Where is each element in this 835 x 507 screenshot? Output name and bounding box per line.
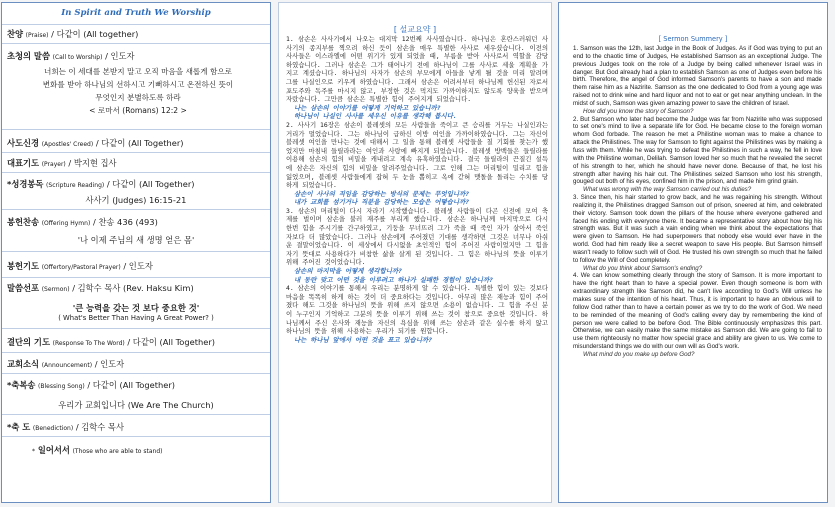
item-label: 교회소식 <box>7 359 40 369</box>
divider <box>2 129 270 130</box>
stand-note-en: (Those who are able to stand) <box>72 448 163 455</box>
sermon-title-ko: '큰 능력을 갖는 것 보다 중요한 것' <box>72 303 200 313</box>
korean-summary-heading: [ 설교요약 ] <box>393 25 437 34</box>
order-item-sermon <box>7 282 194 294</box>
order-item-scripture <box>7 178 195 190</box>
english-summary-body <box>573 45 822 359</box>
discussion-question: 내 동란 맞고 어떤 것을 이루려고 하나가 실패한 경험이 있습니까? <box>294 275 493 284</box>
summary-paragraph: 3. 삼손의 머리털이 다시 자라기 시작했습니다. 블레셋 사람들이 다곤 신전에 모여 축제를 벌이며 삼손을 불러 재주를 부리게 했습니다. 삼손은 하나님께 마지막으로 다시 한번 힘을 주시기를 간구하였고, 기둥을 무너뜨려 그가 죽을 때 죽인 자가 살아서 죽인 자보다 더 많았습니다. 그러나 삼손에게 주어졌던 기대를 생각하면 그것은 너무나 아쉬운 결말이었습니다. 이 세상에서 다시없을 초인적인 힘이 주어진 사람이었지만 그 힘을 자기 뜻대로 사용하다가 비참한 삶을 살게 된 것입니다. 그 힘은 하나님의 뜻을 이루기 위해 주어진 것이었습니다. <box>286 206 548 267</box>
item-label: 봉헌찬송 <box>7 217 40 227</box>
discussion-question: 삼손의 마지막을 어떻게 생각합니까? <box>294 267 402 276</box>
item-leader: / 인도자 <box>105 51 135 61</box>
discussion-question: 삼손이 사사의 직임을 감당하는 방식의 문제는 무엇입니까? <box>294 189 470 198</box>
item-leader: / 다같이 (All Together) <box>127 337 216 347</box>
blessing-song-title: 우리가 교회입니다 (We Are The Church) <box>58 400 214 410</box>
summary-paragraph: 4. We can know something clearly through the story of Samson. It is more important to have the right heart than to have a special power. Even though someone is born with extraordinary strength like Samson did, he can't live according to God's Will unless he makes sure of the intention of his heart. Thus, it is important to have an obvious will to follow God rather than to have a certain power as we try to do the work of God. We need to be reminded of the meaning of God's calling every day by remembering the kind of person we were called to be before God. The Bible continuously emphasizes this part. Otherwise, we can easily make the same mistake as Samson did. We are going to fail to use them righteously no matter how special grace and ability are given to us. We come to misunderstand things we do with our own will as God's work. <box>573 272 822 351</box>
call-line: 무엇인지 분별하도록 하라 <box>95 93 181 102</box>
item-en: (Praise) <box>25 32 49 39</box>
english-summary-heading: [ Sermon Summery ] <box>658 35 728 43</box>
discussion-question: 하나님이 나실인 사사를 세우신 이유를 생각해 봅시다. <box>294 112 457 121</box>
divider <box>2 251 270 252</box>
divider <box>2 436 270 437</box>
item-leader: / 인도자 <box>94 359 125 369</box>
order-of-worship-panel <box>1 2 271 503</box>
item-leader: / 다같이 (All together) <box>51 29 139 39</box>
item-leader: / 김학수 목사 (Rev. Haksu Kim) <box>72 283 194 293</box>
discussion-question: 나는 삼손의 이야기를 어떻게 기억하고 있습니까? <box>294 103 441 112</box>
item-label: *축복송 <box>7 380 36 390</box>
item-label: 찬양 <box>7 29 24 39</box>
summary-paragraph: 1. 삼손은 사사기에서 나오는 대지막 12번째 사사였습니다. 하나님은 혼란스러워던 사사기의 종지부를 찍으려 하신 듯이 삼손을 매우 특별한 사사로 세우셨습니다. 이전의 사사들은 이스라엘에 어떤 위기가 있게 되었을 때, 부름을 받아 사사로서 역할을 감당하였습니다. 그러나 삼손은 그가 태어나기 전에 하나님이 그를 사사로 세울 계획을 가지고 계셨습니다. 하나님의 사자가 삼손의 부모에게 아들을 낳게 될 것을 미리 알려며 그를 나실인으로 키우게 하였습니다. 그래서 삼손은 어려서부터 하나님께 헌신된 자로서 포도주와 독주를 마시지 않고, 부정한 것은 먹지도 가까이하지도 않도록 양육을 받으며 자랐습니다. 그만큼 삼손은 특별한 힘이 주어지게 되었습니다. <box>286 35 548 104</box>
order-item-benediction <box>7 421 124 433</box>
item-leader: / 다같이 (All Together) <box>95 138 184 148</box>
divider <box>2 328 270 329</box>
order-item-creed <box>7 137 184 149</box>
item-label: 결단의 기도 <box>7 337 50 347</box>
item-label: 말씀선포 <box>7 283 40 293</box>
stand-note <box>32 444 163 456</box>
order-item-blessing-song <box>7 379 175 391</box>
item-en: (Announcement) <box>41 362 93 369</box>
item-leader: / 인도자 <box>123 261 153 271</box>
divider <box>2 152 270 153</box>
divider <box>2 172 270 173</box>
item-leader: / 다같이 (All Together) <box>87 380 176 390</box>
divider <box>2 352 270 353</box>
discussion-question: 내가 교회를 섬기거나 직분을 감당하는 모습은 어떻습니까? <box>294 198 470 207</box>
sermon-title-en: ( What's Better Than Having A Great Power? ) <box>58 314 214 322</box>
order-item-offering-hymn <box>7 216 158 228</box>
order-item-call <box>7 50 135 62</box>
korean-summary-panel <box>278 2 552 503</box>
divider <box>2 24 270 25</box>
korean-summary-body <box>286 35 548 344</box>
item-label: 봉헌기도 <box>7 261 40 271</box>
order-item-offertory <box>7 260 153 272</box>
item-en: (Offering Hymn) <box>41 220 91 227</box>
item-en: (Sermon) <box>41 286 70 293</box>
divider <box>2 373 270 374</box>
item-label: 사도신경 <box>7 138 40 148</box>
divider <box>2 209 270 210</box>
item-leader: / 김학수 목사 <box>75 422 124 432</box>
english-summary-panel <box>558 2 828 503</box>
asterisk: * <box>32 448 35 455</box>
item-en: (Scripture Reading) <box>46 182 105 189</box>
order-item-announcement <box>7 358 124 370</box>
hymn-title: '나 이제 주님의 새 생명 얻은 몸' <box>77 235 195 245</box>
discussion-question: What was wrong with the way Samson carried out his duties? <box>583 186 752 194</box>
summary-paragraph: 2. But Samson who later had become the Judge was far from Nazirite who was supposed to set one's mind to live a separate life for God. He became close to the foreign woman whom God forbade. The reason he met a Philistine woman was to make a chance to attack the Philistines. The way for Samson to fight against the Philistines was by making a fuss with them. While he was trying to defeat the Philistines in such a way, he fell in love with the Philistine woman, Delilah. Samson loved her so much that he revealed the secret of his strength to her, which he should have never done. Because of that, he lost his strength after having his hair cut. The Philistines seized Samson who lost his strength, gouged out both of his eyes, confined him in the prison, and made him grind grain. <box>573 115 822 186</box>
divider <box>2 277 270 278</box>
item-label: 초청의 말씀 <box>7 51 50 61</box>
call-line: 변화를 받아 하나님의 선하시고 기뻐하시고 온전하신 뜻이 <box>42 80 234 89</box>
order-item-prayer <box>7 157 117 169</box>
item-en: (Response To The Word) <box>52 340 125 347</box>
divider <box>2 414 270 415</box>
item-leader: / 다같이 (All Together) <box>106 179 195 189</box>
stand-note-ko: 일어서서 <box>35 445 70 455</box>
divider <box>2 43 270 44</box>
discussion-question: How did you know the story of Samson? <box>583 107 694 115</box>
discussion-question: 나는 하나님 앞에서 어떤 것을 표고 있습니까? <box>294 335 433 344</box>
summary-paragraph: 3. Since then, his hair started to grow back, and he was regaining his strength. Without realizing it, the Philistines dragged Samson out of prison, sneered at him, and celebrated their victory. Samson took down the pillars of the house where everyone gathered and faced his ending with everyone there. It became a representative story about how big his strength was. But it was such a vain ending when we think about the expectations that were given to Samson. He had superpowers that nobody else would ever have in the world. God had him ready like a secret weapon to save His people. But Samson himself wasn't ready to follow such will of God. He trusted his own strength so much that he failed to follow the Will of God completely. <box>573 194 822 264</box>
scripture-reference: 사사기 (Judges) 16:15-21 <box>85 195 187 205</box>
item-en: (Offertory/Pastoral Prayer) <box>41 264 121 271</box>
item-leader: / 찬송 436 (493) <box>92 217 158 227</box>
discussion-question: What mind do you make up before God? <box>583 350 695 358</box>
discussion-question: What do you think about Samson's ending? <box>583 264 703 272</box>
order-item-response <box>7 336 215 348</box>
item-label: 대표기도 <box>7 158 40 168</box>
item-label: *성경봉독 <box>7 179 44 189</box>
call-line: 너희는 이 세대를 본받지 말고 오직 마음을 새롭게 함으로 <box>43 67 233 76</box>
item-en: (Blessing Song) <box>38 383 85 390</box>
summary-paragraph: 4. 삼손의 이야기를 통해서 우리는 분명하게 알 수 있습니다. 특별한 힘이 있는 것보다 마음을 똑똑히 하게 하는 것이 더 중요하다는 것입니다. 아무리 많은 재능과 힘이 주어졌다 해도 그것을 하나님의 뜻을 위해 쓰지 않으면 소용이 없습니다. 그 힘을 주신 분이 누구인지 기억하고 그분의 뜻을 이루기 위해 쓰는 것이 참으로 중요한 것입니다. 하나님께서 주신 은사와 재능을 자신의 욕심을 위해 쓰는 삼손과 같은 실수를 하지 않고 하나님의 뜻을 위해 사용하는 우리가 되기를 원합니다. <box>286 284 548 336</box>
item-en: (Benediction) <box>32 425 74 432</box>
item-en: (Apostles' Creed) <box>41 141 94 148</box>
item-label: *축 도 <box>7 422 31 432</box>
call-to-worship-text <box>12 65 264 117</box>
summary-paragraph: 2. 사사기 16장은 삼손이 블레셋의 모든 사람들을 죽이고 큰 승리를 거두는 나실인과는 거리가 멀었습니다. 그는 하나님이 급하신 이방 여인을 가까이하였습니다. 그는 자신이 블레셋 여인을 만나는 것에 대해서 그 일을 통해 블레셋 사람들을 칠 기회를 찾는가 했었지만 마침내 들릴라라는 여인과 사랑에 빠지게 되었습니다. 블레셋 방백들은 들릴라를 이용해 삼손의 힘의 비밀을 캐내려고 계속 유혹하였습니다. 결국 들릴라의 끈질긴 설득에 삼손은 자신의 힘의 비밀을 알려주었습니다. 그로 인해 그는 머리털이 밀리고 힘을 잃었으며, 블레셋 사람들에게 잡혀 두 눈을 뽑히고 옥에 갇혀 맷돌을 돌리는 수치를 당하게 되었습니다. <box>286 120 548 190</box>
item-leader: / 박지현 집사 <box>68 158 117 168</box>
worship-title: In Spirit and Truth We Worship <box>61 8 211 18</box>
order-item-praise <box>7 28 138 40</box>
item-en: (Call to Worship) <box>52 54 103 61</box>
item-en: (Prayer) <box>41 161 66 168</box>
summary-paragraph: 1. Samson was the 12th, last Judge in the Book of Judges. As if God was trying to put an end to the chaotic time of Judges, He established Samson as an exceptional Judge. The previous Judges took on the role of a Judge by being called whenever Israel was in danger. But God already had a plan to establish Samson as one of Judges even before his birth. Therefore, the angel of God informed Samson's parents to have a son and made them raise him as a Nazirite. Samson as the one dedicated to God from a young age was raised not to drink wine and hard liquor and not to eat or get near anything unclean. In the midst of such, Samson was given amazing power to save the children of Israel. <box>573 45 822 107</box>
call-reference: < 로마서 (Romans) 12:2 > <box>89 106 187 115</box>
